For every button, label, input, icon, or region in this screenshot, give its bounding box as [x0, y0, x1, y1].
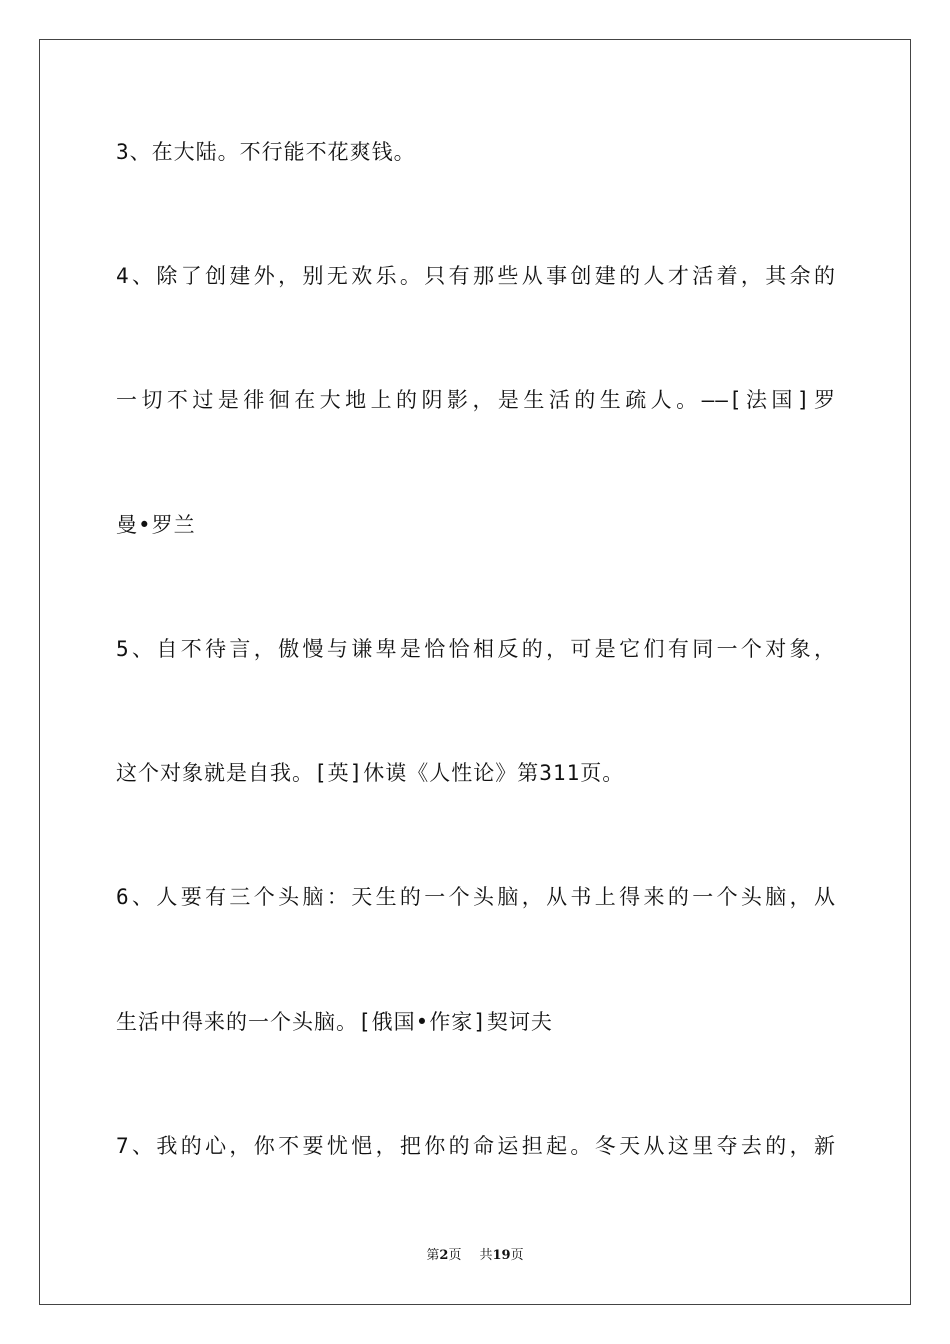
text-line-9: 7、我的心，你不要忧悒，把你的命运担起。冬天从这里夺去的，新 — [116, 1134, 836, 1158]
page-number: 2 — [439, 1248, 449, 1263]
total-pages: 19 — [492, 1248, 511, 1263]
page-label-prefix: 第 — [426, 1248, 440, 1263]
total-label-suffix: 页 — [510, 1248, 524, 1263]
text-line-4: 曼•罗兰 — [116, 513, 196, 537]
text-line-7: 6、人要有三个头脑：天生的一个头脑，从书上得来的一个头脑，从 — [116, 885, 836, 909]
page-label-suffix: 页 — [448, 1248, 462, 1263]
text-line-1: 3、在大陆。不行能不花爽钱。 — [116, 140, 416, 164]
text-line-8: 生活中得来的一个头脑。[俄国•作家]契诃夫 — [116, 1010, 553, 1034]
page-footer — [0, 1246, 950, 1266]
total-label-prefix: 共 — [479, 1248, 493, 1263]
text-line-3: 一切不过是徘徊在大地上的阴影，是生活的生疏人。——[法国]罗 — [116, 388, 836, 412]
text-line-2: 4、除了创建外，别无欢乐。只有那些从事创建的人才活着，其余的 — [116, 264, 836, 288]
page-border — [39, 39, 911, 1305]
text-line-5: 5、自不待言，傲慢与谦卑是恰恰相反的，可是它们有同一个对象， — [116, 637, 836, 661]
text-line-6: 这个对象就是自我。[英]休谟《人性论》第311页。 — [116, 761, 625, 785]
